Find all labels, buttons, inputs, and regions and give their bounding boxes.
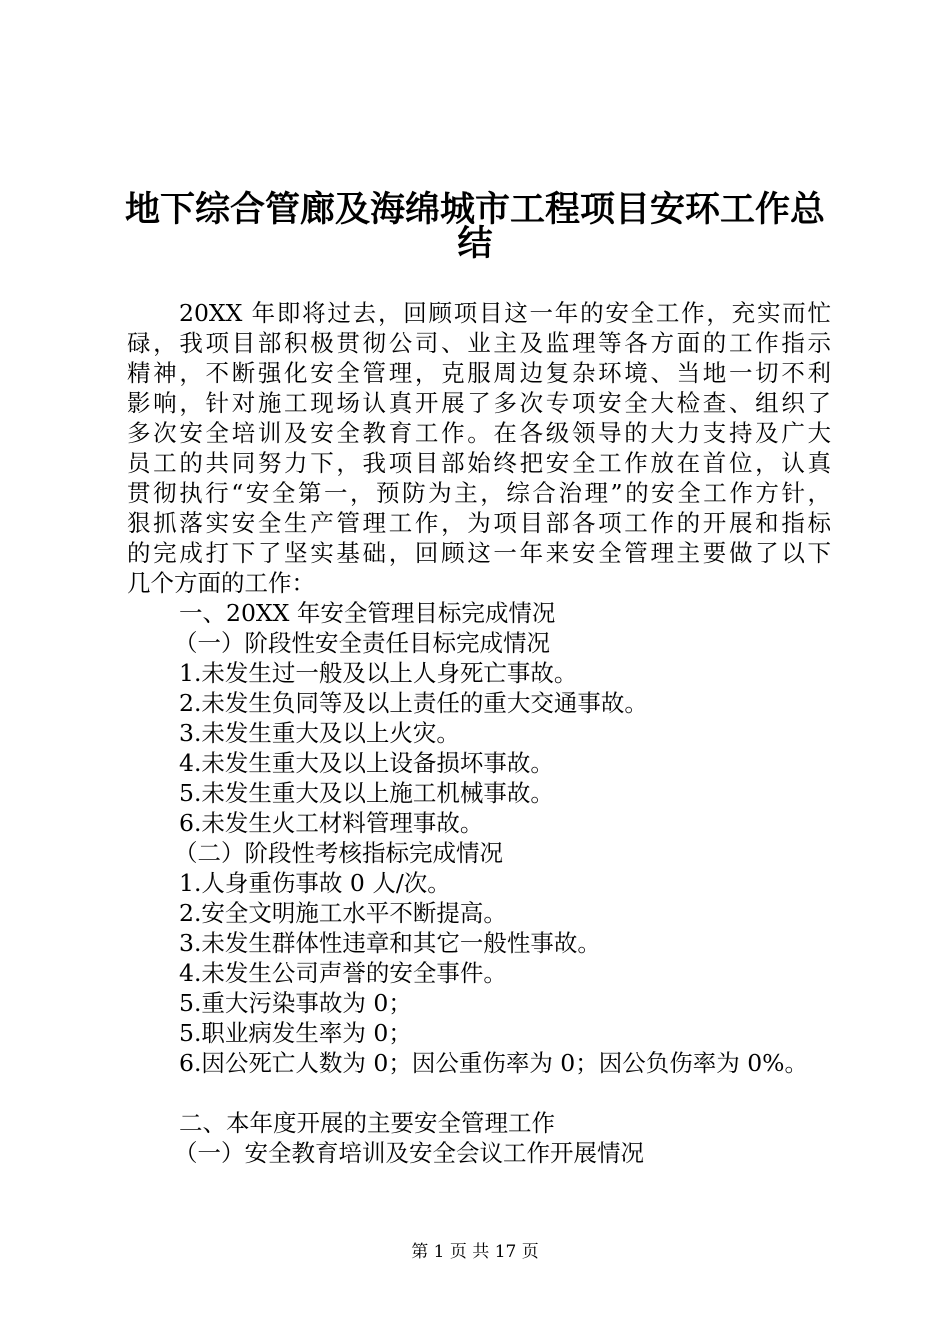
list-item: 3.未发生群体性违章和其它一般性事故。 — [179, 929, 601, 957]
document-title-line-1: 地下综合管廊及海绵城市工程项目安环工作总 — [124, 189, 825, 230]
list-item: 1.未发生过一般及以上人身死亡事故。 — [179, 659, 578, 687]
intro-line: 几个方面的工作： — [127, 569, 315, 597]
list-item: 4.未发生公司声誉的安全事件。 — [179, 959, 507, 987]
intro-line: 员工的共同努力下，我项目部始终把安全工作放在首位，认真 — [127, 449, 831, 477]
list-item: 1.人身重伤事故 0 人/次。 — [179, 869, 451, 897]
list-item: 6.因公死亡人数为 0；因公重伤率为 0；因公负伤率为 0%。 — [179, 1049, 809, 1077]
intro-line: 贯彻执行“安全第一，预防为主，综合治理”的安全工作方针， — [127, 479, 831, 507]
list-item: 2.安全文明施工水平不断提高。 — [179, 899, 507, 927]
document-body — [127, 298, 831, 1168]
document-title-line-2: 结 — [457, 223, 493, 264]
intro-line: 影响，针对施工现场认真开展了多次专项安全大检查、组织了 — [127, 389, 831, 417]
section-1-heading: 一、20XX 年安全管理目标完成情况 — [179, 599, 556, 627]
section-2-sub-1-heading: （一）安全教育培训及安全会议工作开展情况 — [174, 1139, 644, 1167]
section-1-sub-1-heading: （一）阶段性安全责任目标完成情况 — [174, 629, 550, 657]
list-item: 4.未发生重大及以上设备损坏事故。 — [179, 749, 554, 777]
list-item: 3.未发生重大及以上火灾。 — [179, 719, 460, 747]
intro-line: 碌，我项目部积极贯彻公司、业主及监理等各方面的工作指示 — [127, 329, 831, 357]
blank-line — [127, 1078, 831, 1108]
section-2-heading: 二、本年度开展的主要安全管理工作 — [179, 1109, 555, 1137]
intro-line: 20XX 年即将过去，回顾项目这一年的安全工作，充实而忙 — [179, 299, 831, 327]
list-item: 5.职业病发生率为 0； — [179, 1019, 412, 1047]
list-item: 5.未发生重大及以上施工机械事故。 — [179, 779, 554, 807]
section-1-sub-2-heading: （二）阶段性考核指标完成情况 — [174, 839, 503, 867]
intro-line: 的完成打下了坚实基础，回顾这一年来安全管理主要做了以下 — [127, 539, 831, 567]
list-item: 6.未发生火工材料管理事故。 — [179, 809, 484, 837]
intro-line: 精神，不断强化安全管理，克服周边复杂环境、当地一切不利 — [127, 359, 831, 387]
list-item: 5.重大污染事故为 0； — [179, 989, 412, 1017]
intro-line: 多次安全培训及安全教育工作。在各级领导的大力支持及广大 — [127, 419, 831, 447]
intro-line: 狠抓落实安全生产管理工作，为项目部各项工作的开展和指标 — [127, 509, 831, 537]
page-footer: 第 1 页 共 17 页 — [411, 1242, 539, 1262]
list-item: 2.未发生负同等及以上责任的重大交通事故。 — [179, 689, 648, 717]
